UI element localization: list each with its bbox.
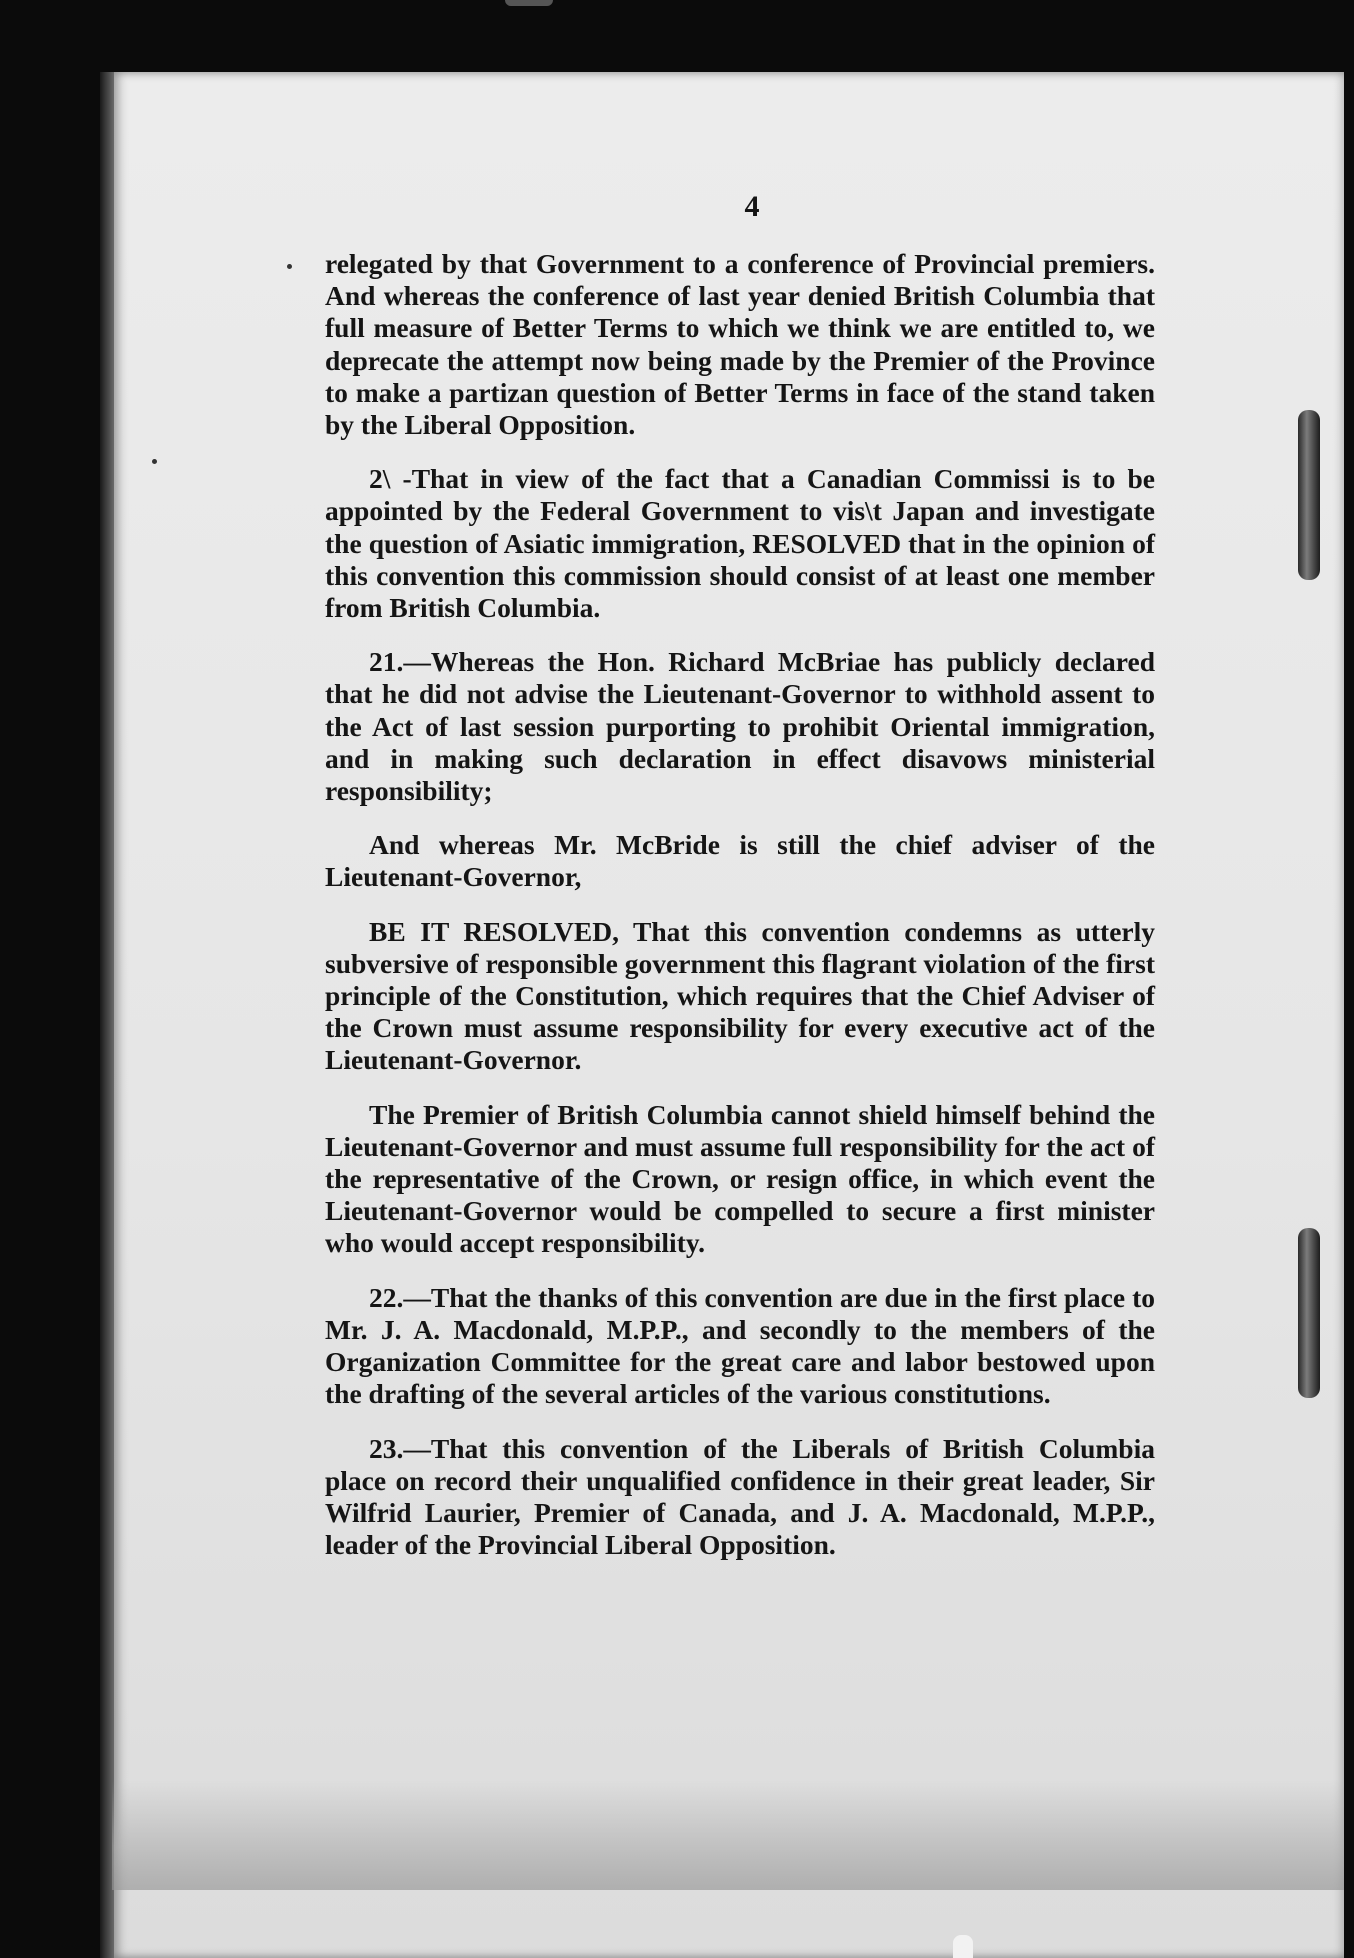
page-number: 4 — [744, 190, 760, 223]
margin-dot — [152, 459, 157, 464]
paragraph-be-it-resolved: BE IT RESOLVED, That this convention condemns as utterly subversive of responsible government this flagrant violation of the first principle of the Constitution, which requires that the Chief Adviser of the Crown must assume responsibility for every executive act of the Lieutenant-Governor. — [325, 915, 1155, 1076]
top-scan-artifact — [505, 0, 553, 6]
document-body — [325, 248, 1155, 1583]
binding-clip-lower — [1298, 1228, 1320, 1398]
paragraph-resolution-20: 2\ -That in view of the fact that a Canadian Commissi is to be appointed by the Federal Government to vis\t Japan and investigate the question of Asiatic immigration, RESOLVED that in the opinion of this convention this commission should consist of at least one member from British Columbia. — [325, 463, 1155, 624]
paragraph-resolution-21: 21.—Whereas the Hon. Richard McBriae has publicly declared that he did not advise the Lieutenant-Governor to withhold assent to the Act of last session purporting to prohibit Oriental immigration, and in making such declaration in effect disavows ministerial responsibility; — [325, 646, 1155, 807]
paragraph-continuation: relegated by that Government to a conference of Provincial premiers. And whereas the conference of last year denied British Columbia that full measure of Better Terms to which we think we are entitled to, we deprecate the attempt now being made by the Premier of the Province to make a partizan question of Better Terms in face of the stand taken by the Liberal Opposition. — [325, 248, 1155, 441]
paragraph-resolution-23: 23.—That this convention of the Liberals of British Columbia place on record their unqualified confidence in their great leader, Sir Wilfrid Laurier, Premier of Canada, and J. A. Macdonald, M.P.P., leader of the Provincial Liberal Opposition. — [325, 1432, 1155, 1561]
paragraph-premier: The Premier of British Columbia cannot shield himself behind the Lieutenant-Governor and must assume full responsibility for the act of the representative of the Crown, or resign office, in which event the Lieutenant-Governor would be compelled to secure a first minister who would accept responsibility. — [325, 1098, 1155, 1259]
margin-dot — [287, 264, 292, 269]
bottom-scan-artifact — [953, 1935, 973, 1958]
paragraph-whereas: And whereas Mr. McBride is still the chief adviser of the Lieutenant-Governor, — [325, 829, 1155, 893]
page-left-edge-shadow — [100, 72, 114, 1958]
paragraph-resolution-22: 22.—That the thanks of this convention are due in the first place to Mr. J. A. Macdonald, M.P.P., and secondly to the members of the Organization Committee for the great care and labor bestowed upon the drafting of the several articles of the various constitutions. — [325, 1281, 1155, 1410]
binding-clip-upper — [1298, 410, 1320, 580]
page-bottom-discoloration — [112, 1780, 1344, 1890]
